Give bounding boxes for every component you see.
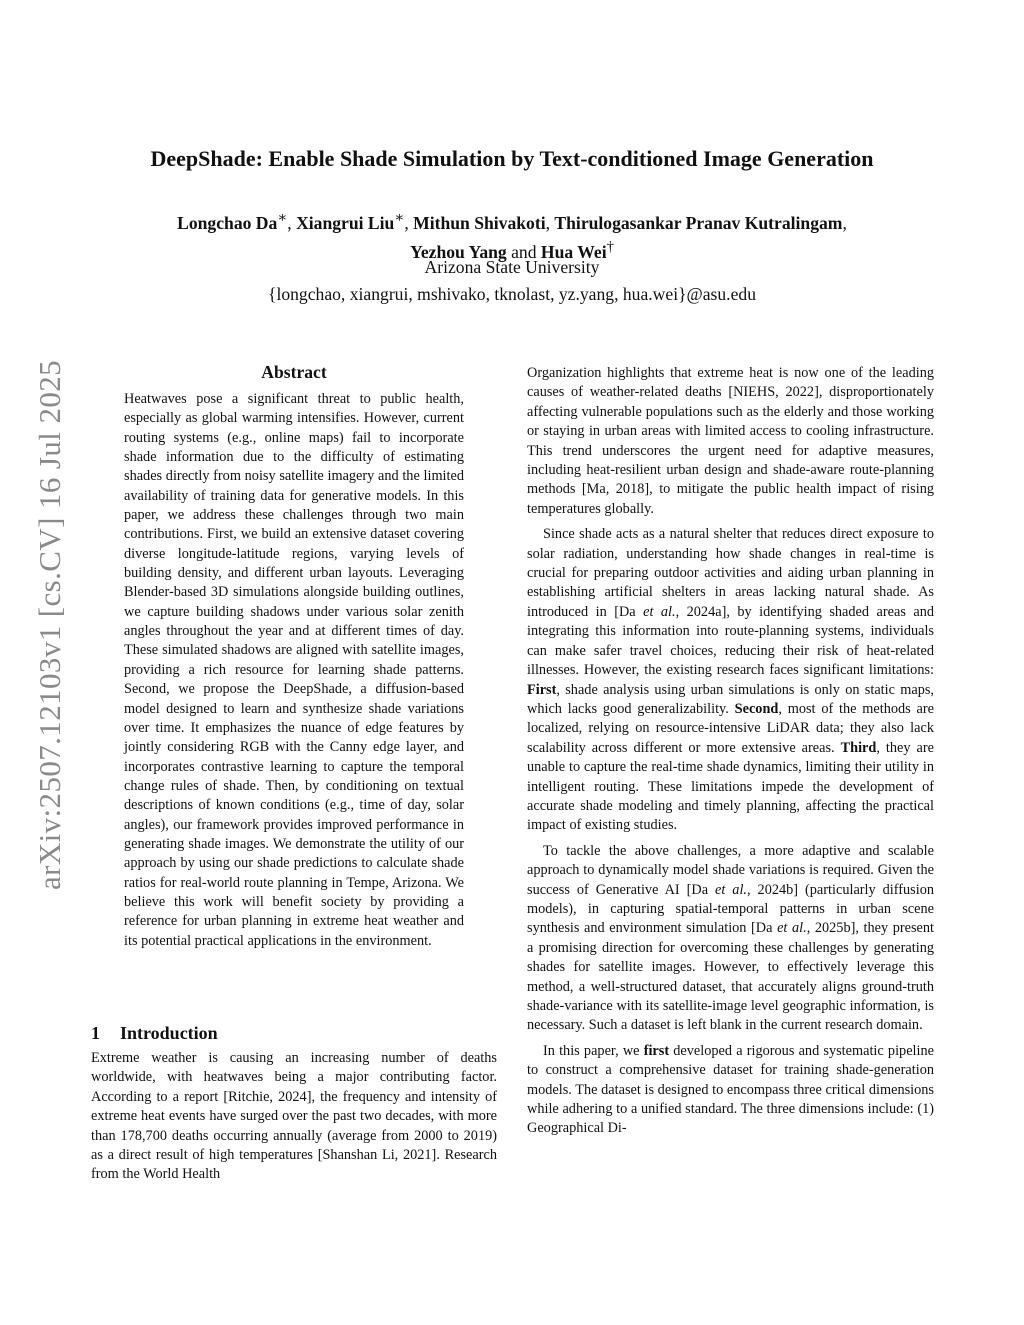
author-name: Mithun Shivakoti	[413, 212, 546, 233]
section-title: Introduction	[120, 1023, 218, 1043]
introduction-left-column: Extreme weather is causing an increasing number of deaths worldwide, with heatwaves being a major contributing factor. According to a report [Ritchie, 2024], the frequency and intensity of extreme heat events have surged over the past two decades, with more than 178,700 deaths occurring annually (average from 2000 to 2019) as a direct result of high temperatures [Shanshan Li, 2021]. Research from the World Health	[91, 1050, 497, 1183]
author-mark: †	[606, 238, 614, 255]
author-name: Hua Wei	[540, 241, 607, 262]
author-emails: {longchao, xiangrui, mshivako, tknolast, yz.yang, hua.wei}@asu.edu	[268, 284, 756, 304]
paragraph: To tackle the above challenges, a more adaptive and scalable approach to dynamically model shade variations is required. Given the success of Generative AI [Da et al., 2024b] (particularly diffusion models), in capturing spatial-temporal patterns in urban scene synthesis and environment simulation [Da et al., 2025b], they present a promising direction for overcoming these challenges by generating shades for satellite images. However, to effectively leverage this method, a well-structured dataset, that accurately aligns ground-truth shade-variance with its satellite-image level geographic information, is necessary. Such a dataset is left blank in the current research domain.	[527, 842, 935, 1034]
author-name: Longchao Da	[177, 212, 278, 233]
abstract-body: Heatwaves pose a significant threat to public health, especially as global warming intensifies. However, current routing systems (e.g., online maps) fail to incorporate shade information due to the difficulty of estimating shades directly from noisy satellite imagery and the limited availability of training data for generative models. In this paper, we address these challenges through two main contributions. First, we build an extensive dataset covering diverse longitude-latitude regions, varying levels of building density, and different urban layouts. Leveraging Blender-based 3D simulations alongside building outlines, we capture building shadows under various solar zenith angles throughout the year and at different times of day. These simulated shadows are aligned with satellite images, providing a rich resource for learning shade patterns. Second, we propose the DeepShade, a diffusion-based model designed to learn and synthesize shade variations over time. It emphasizes the nuance of edge features by jointly considering RGB with the Canny edge layer, and incorporates contrastive learning to capture the temporal change rules of shade. Then, by conditioning on textual descriptions of known conditions (e.g., time of day, solar angles), our framework provides improved performance in generating shade images. We demonstrate the utility of our approach by using our shade predictions to calculate shade ratios for real-world route planning in Tempe, Arizona. We believe this work will benefit society by providing a reference for urban planning in extreme heat weather and its potential practical applications in the environment.	[124, 391, 464, 949]
paper-title: DeepShade: Enable Shade Simulation by Text-conditioned Image Generation	[150, 146, 874, 171]
paragraph: Organization highlights that extreme heat is now one of the leading causes of weather-related deaths [NIEHS, 2022], disproportionately affecting vulnerable populations such as the elderly and those working or staying in urban areas with limited access to cooling infrastructure. This trend underscores the urgent need for adaptive measures, including heat-resilient urban design and shade-aware route-planning methods [Ma, 2018], to mitigate the public health impact of rising temperatures globally.	[527, 365, 934, 517]
affiliation: Arizona State University	[424, 257, 600, 277]
section-number: 1	[91, 1023, 100, 1043]
arxiv-stamp-text: arXiv:2507.12103v1 [cs.CV] 16 Jul 2025	[32, 359, 67, 891]
author-mark: ∗	[277, 210, 288, 226]
paragraph: In this paper, we first developed a rigorous and systematic pipeline to construct a comprehensive dataset for training shade-generation models. The dataset is designed to encompass three critical dimensions while adhering to a unified standard. The three dimensions include: (1) Geographical Di-	[527, 1042, 934, 1137]
section-heading-introduction	[91, 1021, 218, 1045]
author-name: Thirulogasankar Pranav Kutralingam	[554, 212, 843, 233]
author-list: Longchao Da∗, Xiangrui Liu∗, Mithun Shivakoti, Thirulogasankar Pranav Kutralingam, Yezhou Yang and Hua Wei†	[177, 210, 847, 262]
author-name: Xiangrui Liu	[296, 212, 395, 233]
author-mark: ∗	[394, 210, 405, 226]
right-column	[527, 364, 934, 1145]
author-name: Yezhou Yang	[410, 241, 507, 262]
paragraph: Since shade acts as a natural shelter that reduces direct exposure to solar radiation, understanding how shade changes in real-time is crucial for preparing outdoor activities and aiding urban planning in establishing artificial shelters in areas lacking natural shade. As introduced in [Da et al., 2024a], by identifying shaded areas and integrating this information into route-planning systems, individuals can make safer travel choices, reducing their risk of heat-related illnesses. However, the existing research faces significant limitations: First, shade analysis using urban simulations is only on static maps, which lacks good generalizability. Second, most of the methods are localized, relying on resource-intensive LiDAR data; they also lack scalability across different or more extensive areas. Third, they are unable to capture the real-time shade dynamics, limiting their utility in intelligent routing. These limitations impede the development of accurate shade modeling and timely planning, affecting the practical impact of existing studies.	[527, 526, 934, 834]
abstract-heading: Abstract	[261, 362, 327, 382]
author-conjunction: and	[511, 241, 537, 262]
